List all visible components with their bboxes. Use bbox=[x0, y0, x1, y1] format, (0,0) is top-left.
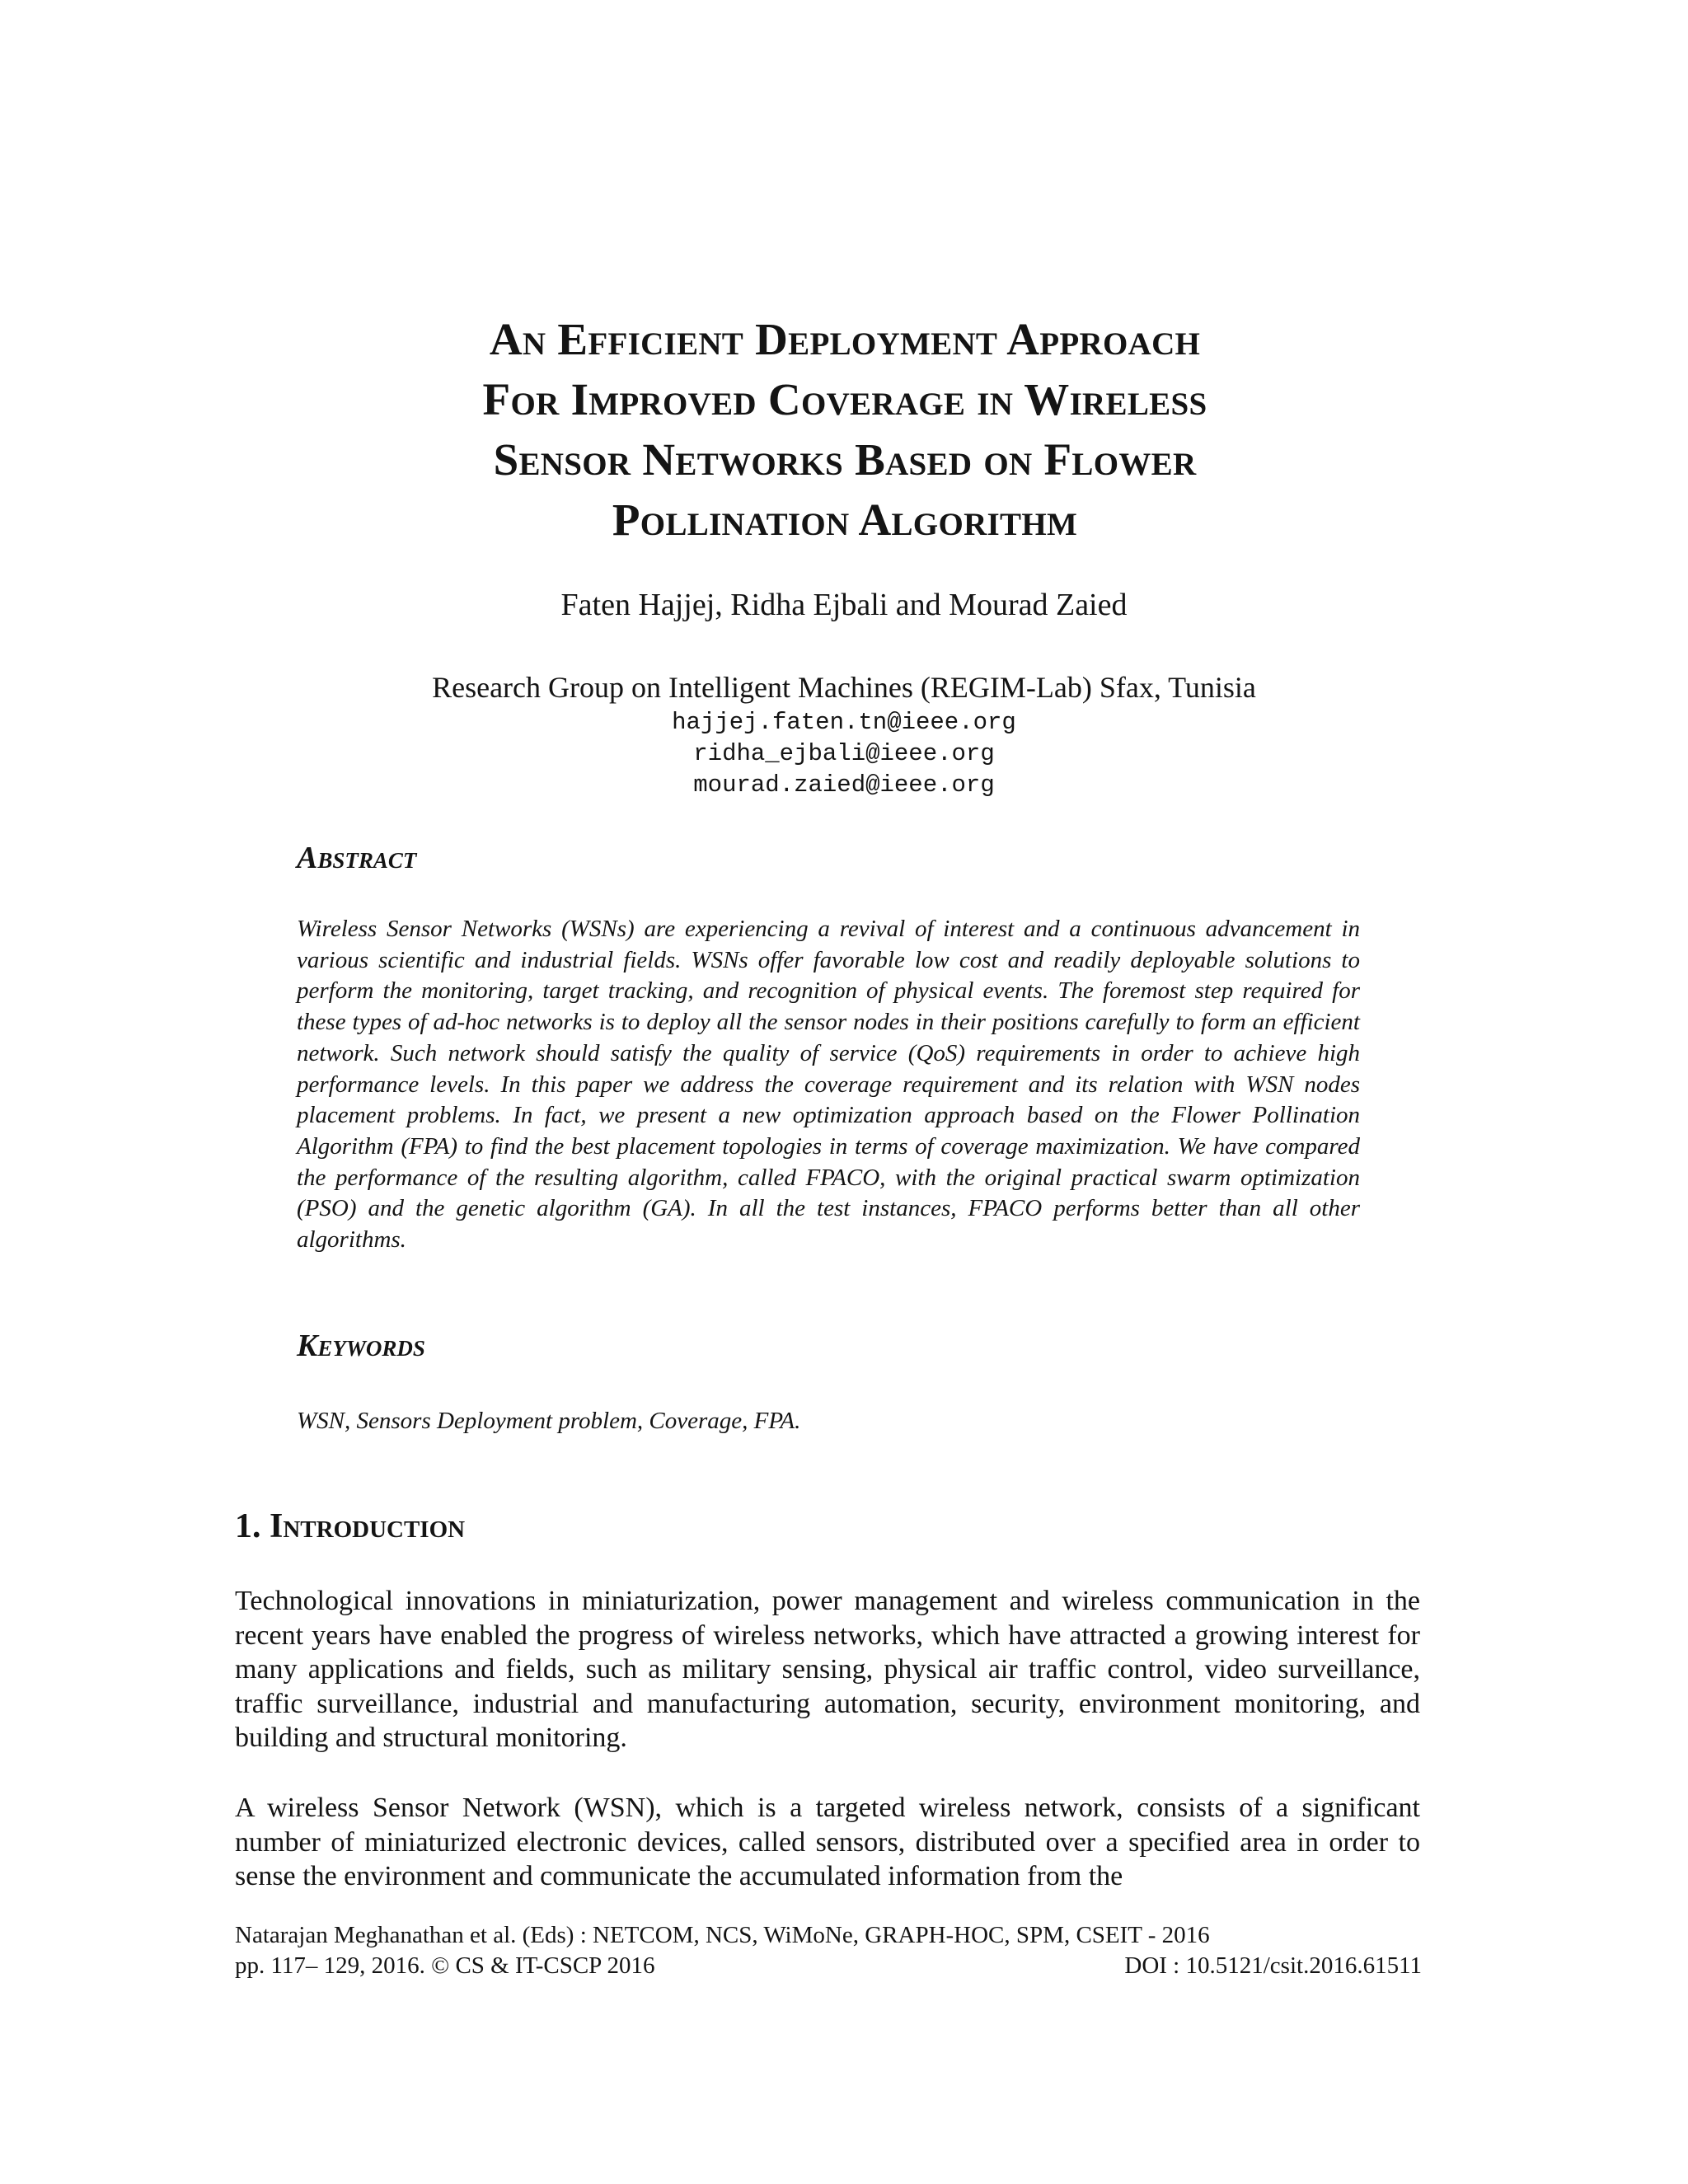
keywords-text: WSN, Sensors Deployment problem, Coverage, FPA. bbox=[297, 1408, 801, 1434]
paper-title bbox=[235, 309, 1455, 550]
introduction-paragraph: A wireless Sensor Network (WSN), which is a targeted wireless network, consists of a significant number of miniaturized electronic devices, called sensors, distributed over a specified area in order to sense the environment and communicate the accumulated information from the bbox=[235, 1793, 1420, 1891]
title-line: An Efficient Deployment Approach bbox=[489, 314, 1201, 364]
author-email: ridha_ejbali@ieee.org bbox=[693, 740, 995, 767]
footer-proceedings bbox=[235, 1920, 1422, 1951]
affiliation: Research Group on Intelligent Machines (REGIM-Lab) Sfax, Tunisia bbox=[432, 671, 1256, 704]
email-list bbox=[0, 707, 1688, 801]
keywords-heading: Keywords bbox=[297, 1329, 425, 1363]
footer-citation bbox=[235, 1951, 1422, 1981]
title-line: For Improved Coverage in Wireless bbox=[482, 374, 1207, 424]
abstract-heading: Abstract bbox=[297, 841, 417, 875]
footer-proceedings-text: Natarajan Meghanathan et al. (Eds) : NETCOM, NCS, WiMoNe, GRAPH-HOC, SPM, CSEIT - 2016 bbox=[235, 1922, 1210, 1948]
author-email: hajjej.faten.tn@ieee.org bbox=[672, 709, 1016, 736]
title-line: Pollination Algorithm bbox=[612, 494, 1078, 545]
title-line: Sensor Networks Based on Flower bbox=[493, 434, 1197, 485]
abstract-text: Wireless Sensor Networks (WSNs) are experiencing a revival of interest and a continuous advancement in various scientific and industrial fields. WSNs offer favorable low cost and readily deployable solutions to perform the monitoring, target tracking, and recognition of physical events. The foremost step required for these types of ad-hoc networks is to deploy all the sensor nodes in their positions carefully to form an efficient network. Such network should satisfy the quality of service (QoS) requirements in order to achieve high performance levels. In this paper we address the coverage requirement and its relation with WSN nodes placement problems. In fact, we present a new optimization approach based on the Flower Pollination Algorithm (FPA) to find the best placement topologies in terms of coverage maximization. We have compared the performance of the resulting algorithm, called FPACO, with the original practical swarm optimization (PSO) and the genetic algorithm (GA). In all the test instances, FPACO performs better than all other algorithms. bbox=[297, 916, 1360, 1254]
author-list: Faten Hajjej, Ridha Ejbali and Mourad Zaied bbox=[560, 588, 1128, 622]
footer-pages-copyright: pp. 117– 129, 2016. © CS & IT-CSCP 2016 bbox=[235, 1952, 655, 1979]
author-email: mourad.zaied@ieee.org bbox=[693, 771, 995, 799]
introduction-heading: 1. Introduction bbox=[235, 1507, 466, 1545]
page-footer bbox=[235, 1920, 1422, 1981]
footer-doi: DOI : 10.5121/csit.2016.61511 bbox=[1124, 1952, 1422, 1979]
introduction-paragraph: Technological innovations in miniaturization, power management and wireless communication in the recent years have enabled the progress of wireless networks, which have attracted a growing interest for many applications and fields, such as military sensing, physical air traffic control, video surveillance, traffic surveillance, industrial and manufacturing automation, security, environment monitoring, and building and structural monitoring. bbox=[235, 1586, 1420, 1753]
